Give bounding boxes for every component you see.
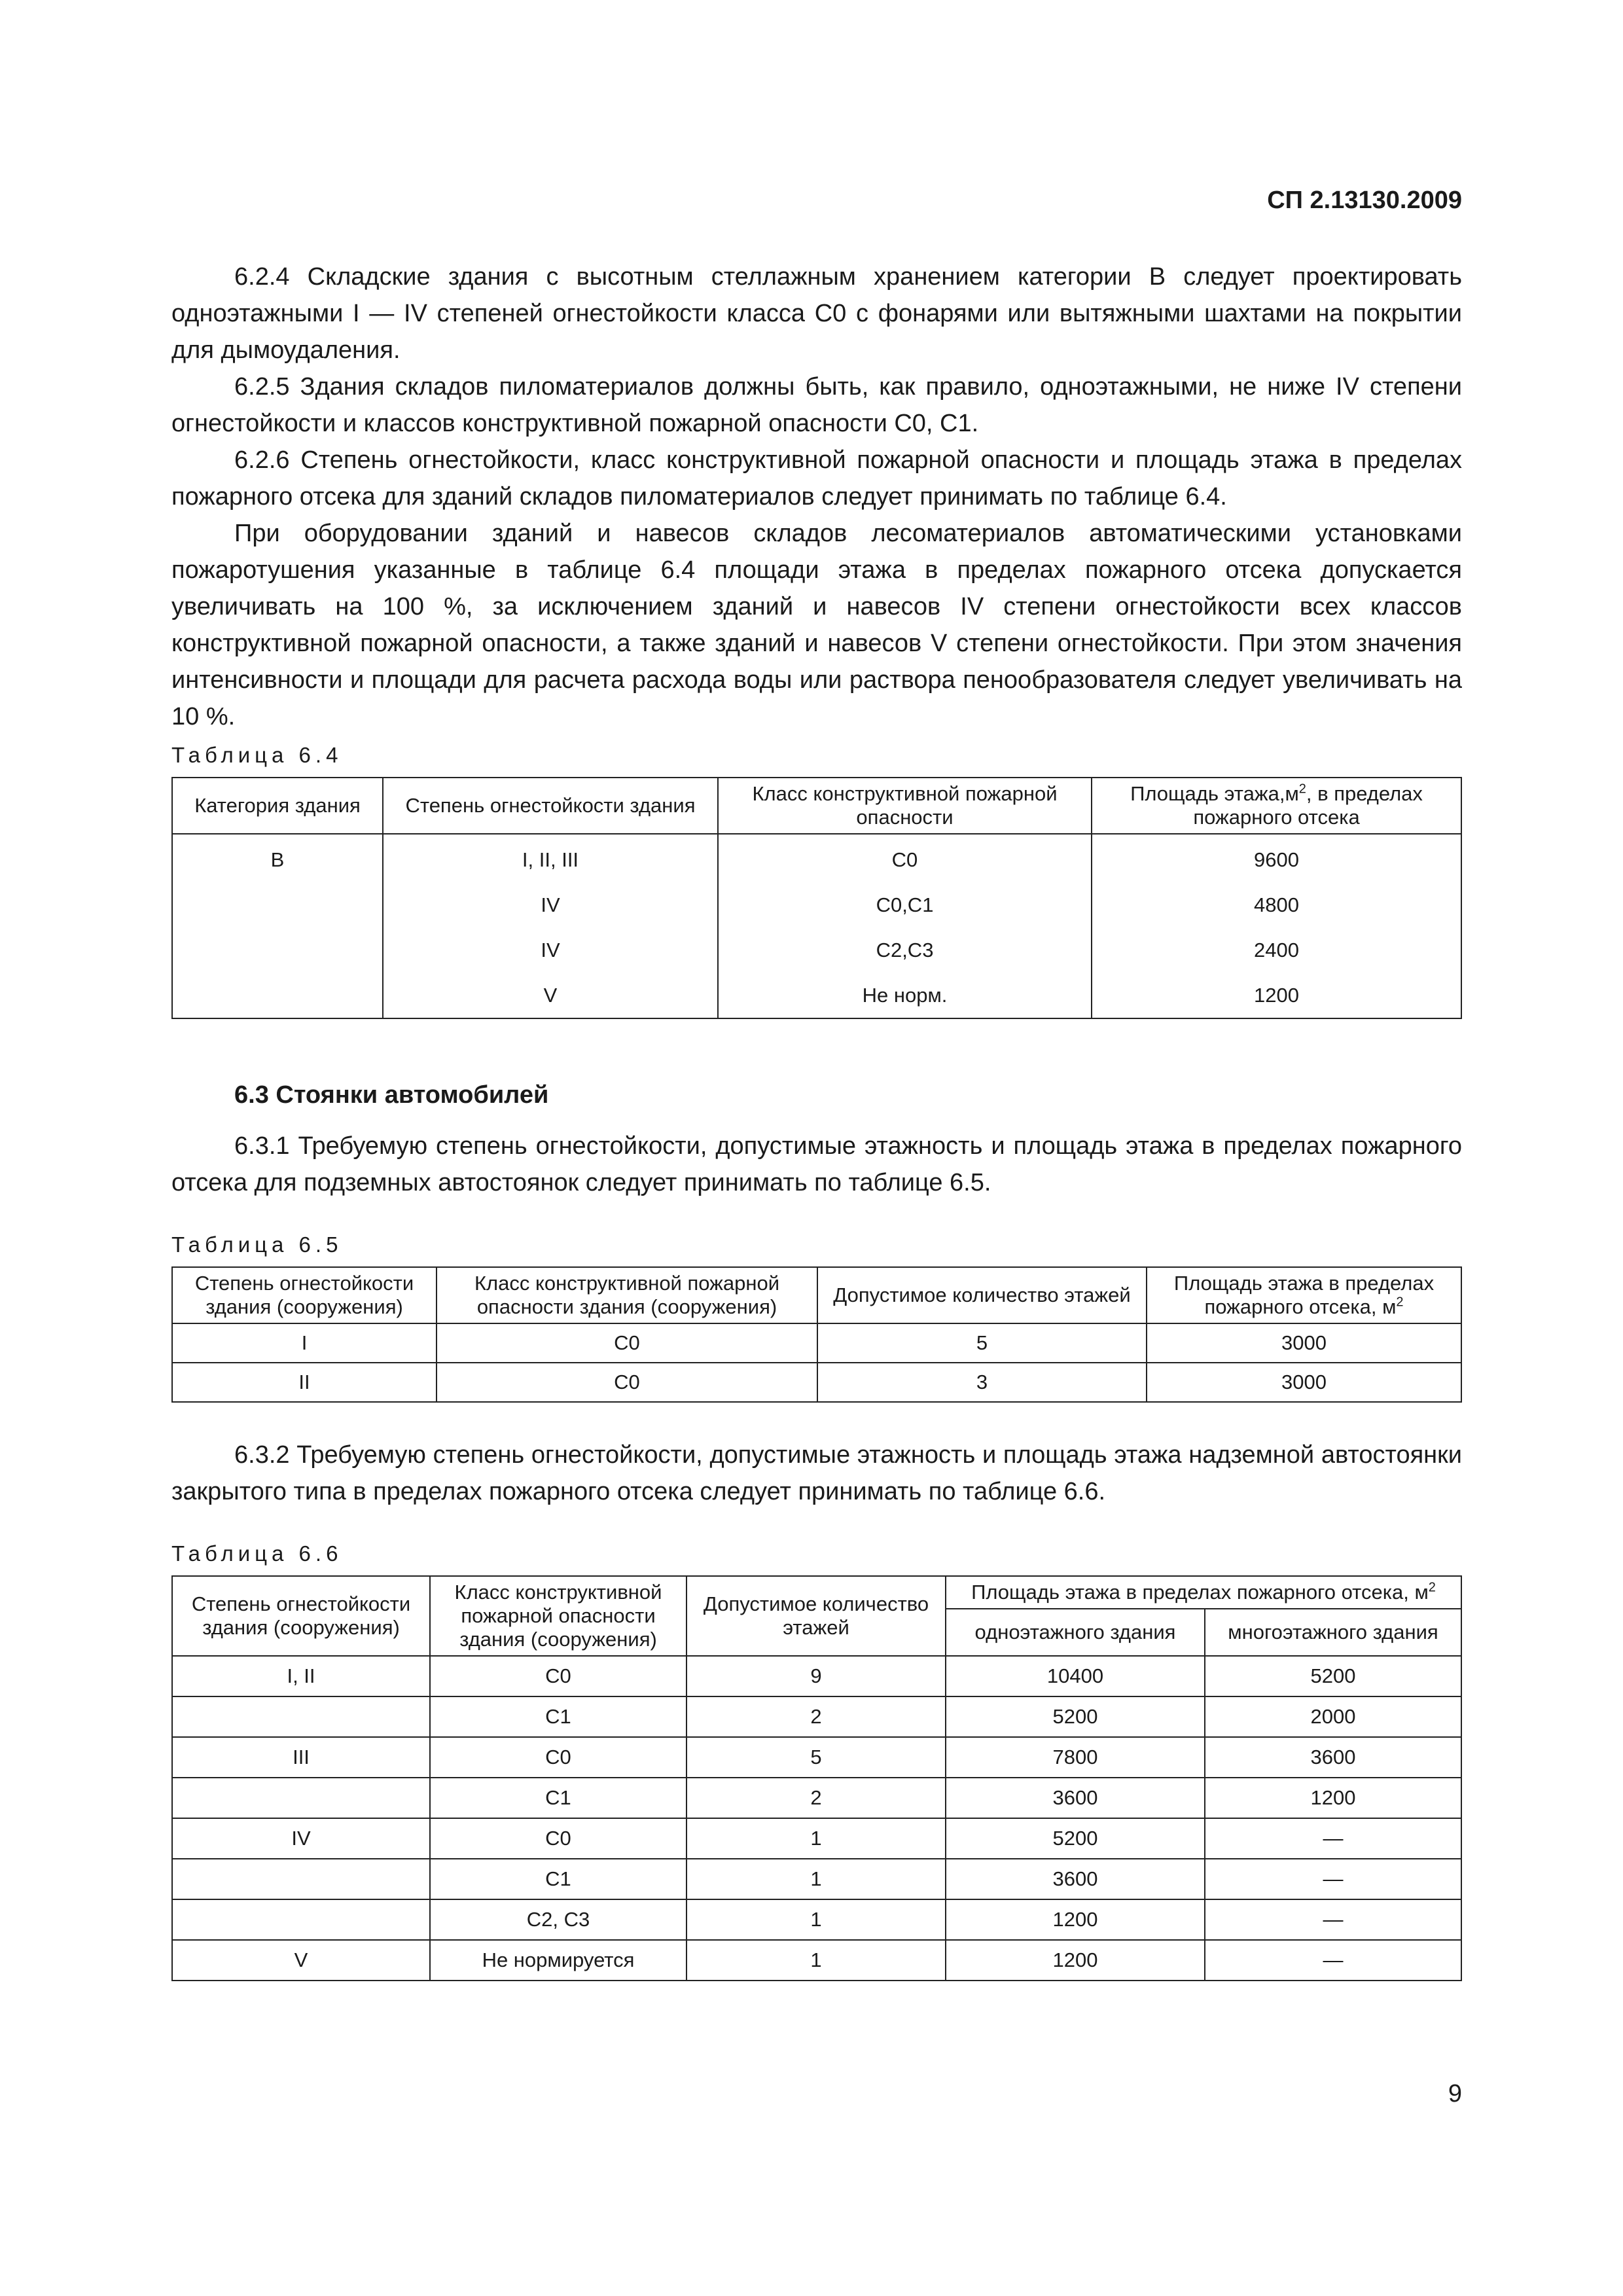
table-cell: 2 [687,1778,946,1818]
table-cell: 3600 [946,1778,1205,1818]
table-cell: I, II [172,1656,430,1696]
table-cell [172,1696,430,1737]
table-6-4 [171,777,1462,1019]
table-header: Класс конструктивной пожарной опасности здания (сооружения) [437,1267,817,1323]
table-cell: С1 [430,1859,687,1899]
header-text: Площадь этажа в пределах пожарного отсека, м [971,1581,1429,1604]
table-cell: 3600 [1205,1737,1461,1778]
page-content [171,259,1462,1981]
table-header: Степень огнестойкости здания [383,778,718,834]
table-row [172,927,1461,973]
table-cell: 4800 [1092,882,1461,927]
table-6-5 [171,1266,1462,1403]
table-cell: 5200 [1205,1656,1461,1696]
table-cell: III [172,1737,430,1778]
table-cell: С0 [437,1363,817,1402]
table-6-6-caption: Таблица 6.6 [171,1541,343,1566]
table-cell: 5200 [946,1818,1205,1859]
table-cell: 5 [687,1737,946,1778]
superscript: 2 [1428,1580,1436,1595]
paragraph-6-2-6: 6.2.6 Степень огнестойкости, класс конструктивной пожарной опасности и площадь этажа в пределах пожарного отсека для зданий складов пиломатериалов следует принимать по таблице 6.4. [171,446,1462,511]
table-header: Класс конструктивной пожарной опасности [718,778,1092,834]
table-header: одноэтажного здания [946,1609,1205,1656]
table-cell: II [172,1363,437,1402]
table-cell: — [1205,1899,1461,1940]
table-cell: Не нормируется [430,1940,687,1981]
table-6-6 [171,1575,1462,1981]
table-row [172,1940,1461,1981]
table-cell: С2, С3 [430,1899,687,1940]
table-header: Степень огнестойкости здания (сооружения) [172,1576,430,1656]
section-title-6-3: 6.3 Стоянки автомобилей [234,1081,549,1109]
table-header: Класс конструктивной пожарной опасности здания (сооружения) [430,1576,687,1656]
table-row [172,1778,1461,1818]
header-text: , в пределах пожарного отсека [1193,782,1423,829]
table-cell: 1200 [1092,973,1461,1018]
table-cell: 1 [687,1940,946,1981]
table-cell: 9 [687,1656,946,1696]
table-cell [172,927,383,973]
table-row [172,882,1461,927]
table-cell: В [172,834,383,882]
table-cell: I [172,1323,437,1363]
table-cell [172,1899,430,1940]
table-cell: — [1205,1940,1461,1981]
paragraph-6-2-4: 6.2.4 Складские здания с высотным стеллажным хранением категории В следует проектировать одноэтажными I — IV степеней огнестойкости класса С0 с фонарями или вытяжными шахтами на покрытии для дымоудаления. [171,263,1462,364]
table-row [172,1656,1461,1696]
table-cell: IV [172,1818,430,1859]
table-header-group [946,1576,1461,1609]
table-cell: 2400 [1092,927,1461,973]
table-cell: 3000 [1147,1363,1461,1402]
table-cell: 5200 [946,1696,1205,1737]
table-cell: 9600 [1092,834,1461,882]
table-cell [172,882,383,927]
table-cell: 1 [687,1899,946,1940]
table-cell: — [1205,1818,1461,1859]
table-cell [172,1778,430,1818]
table-header [1147,1267,1461,1323]
table-row [172,973,1461,1018]
header-text: Площадь этажа,м [1130,782,1299,805]
table-row [172,1737,1461,1778]
table-row [172,1899,1461,1940]
table-cell: — [1205,1859,1461,1899]
table-header: Допустимое количество этажей [817,1267,1147,1323]
table-cell: С2,С3 [718,927,1092,973]
table-header: Допустимое количество этажей [687,1576,946,1656]
table-cell: IV [383,927,718,973]
table-cell [172,1859,430,1899]
table-cell [172,973,383,1018]
table-cell: С0 [430,1656,687,1696]
superscript: 2 [1298,781,1306,797]
table-cell: С0 [437,1323,817,1363]
header-text: Площадь этажа в пределах пожарного отсека, м [1173,1272,1435,1318]
table-row [172,1363,1461,1402]
table-cell: С0,С1 [718,882,1092,927]
table-6-5-caption: Таблица 6.5 [171,1232,343,1257]
table-cell: 5 [817,1323,1147,1363]
table-row [172,834,1461,882]
document-code: СП 2.13130.2009 [1267,187,1462,214]
table-row [172,1323,1461,1363]
table-cell: С1 [430,1778,687,1818]
table-cell: 2000 [1205,1696,1461,1737]
table-cell: 10400 [946,1656,1205,1696]
table-6-4-caption: Таблица 6.4 [171,743,343,767]
table-cell: 1 [687,1818,946,1859]
table-cell: С0 [430,1818,687,1859]
superscript: 2 [1396,1295,1404,1310]
table-cell: 1 [687,1859,946,1899]
table-header [1092,778,1461,834]
table-row [172,1696,1461,1737]
table-cell: 3000 [1147,1323,1461,1363]
table-cell: 7800 [946,1737,1205,1778]
table-header: Категория здания [172,778,383,834]
table-row [172,1818,1461,1859]
paragraph-6-2-5: 6.2.5 Здания складов пиломатериалов должны быть, как правило, одноэтажными, не ниже IV степени огнестойкости и классов конструктивной пожарной опасности С0, С1. [171,373,1462,437]
table-cell: С0 [718,834,1092,882]
page-number: 9 [1448,2080,1462,2108]
table-cell: V [172,1940,430,1981]
table-cell: 1200 [1205,1778,1461,1818]
table-cell: 1200 [946,1899,1205,1940]
table-cell: С1 [430,1696,687,1737]
paragraph-6-3-1: 6.3.1 Требуемую степень огнестойкости, допустимые этажность и площадь этажа в пределах пожарного отсека для подземных автостоянок следует принимать по таблице 6.5. [171,1132,1462,1196]
table-cell: 3 [817,1363,1147,1402]
table-cell: С0 [430,1737,687,1778]
table-header: Степень огнестойкости здания (сооружения) [172,1267,437,1323]
table-header: многоэтажного здания [1205,1609,1461,1656]
paragraph-fire-extinguishing: При оборудовании зданий и навесов складов лесоматериалов автоматическими установками пожаротушения указанные в таблице 6.4 площади этажа в пределах пожарного отсека допускается увеличивать на 100 %, за исключением зданий и навесов IV степени огнестойкости всех классов конструктивной пожарной опасности, а также зданий и навесов V степени огнестойкости. При этом значения интенсивности и площади для расчета расхода воды или раствора пенообразователя следует увеличивать на 10 %. [171,520,1462,730]
paragraph-6-3-2: 6.3.2 Требуемую степень огнестойкости, допустимые этажность и площадь этажа надземной автостоянки закрытого типа в пределах пожарного отсека следует принимать по таблице 6.6. [171,1441,1462,1505]
table-cell: 3600 [946,1859,1205,1899]
table-cell: IV [383,882,718,927]
table-cell: V [383,973,718,1018]
table-cell: I, II, III [383,834,718,882]
table-cell: 2 [687,1696,946,1737]
table-cell: 1200 [946,1940,1205,1981]
table-row [172,1859,1461,1899]
table-cell: Не норм. [718,973,1092,1018]
